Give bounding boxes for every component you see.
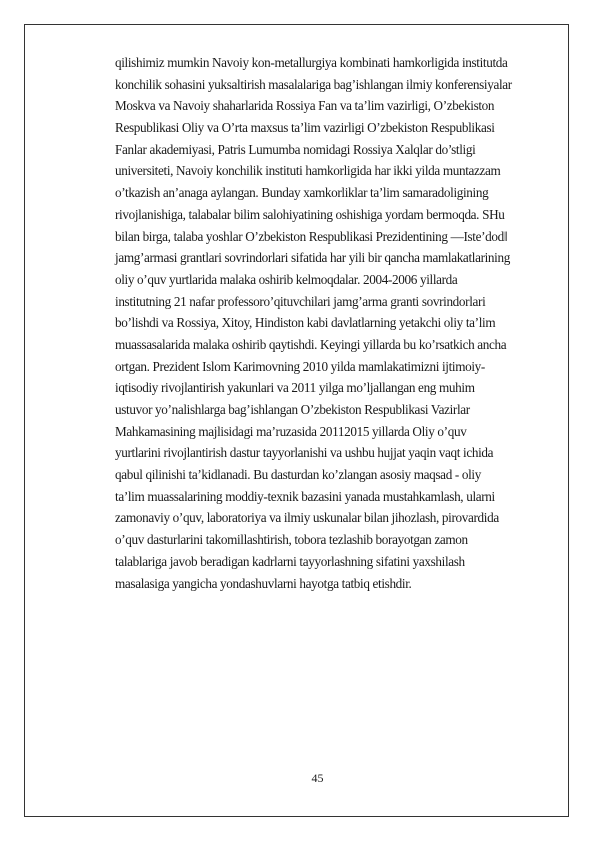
text-line: o’tkazish an’anaga aylangan. Bunday xamkorliklar ta’lim samaradoligining [115,185,489,201]
text-line: zamonaviy o’quv, laboratoriya va ilmiy uskunalar bilan jihozlash, pirovardida [115,510,499,526]
text-line: yurtlarini rivojlantirish dastur tayyorlanishi va ushbu hujjat yaqin vaqt ichida [115,445,494,461]
text-line: universiteti, Navoiy konchilik instituti hamkorligida har ikki yilda muntazzam [115,163,501,179]
text-line: Fanlar akademiyasi, Patris Lumumba nomidagi Rossiya Xalqlar do’stligi [115,141,476,157]
text-line: qilishimiz mumkin Navoiy kon-metallurgiya kombinati hamkorligida institutda [115,55,508,70]
text-line: bilan birga, talaba yoshlar O’zbekiston Respublikasi Prezidentining ―Iste’dod‖ [115,228,508,244]
text-line: ustuvor yo’nalishlarga bag’ishlangan O’zbekiston Respublikasi Vazirlar [115,402,470,417]
body-text [115,52,575,594]
text-line: jamg’armasi grantlari sovrindorlari sifatida har yili bir qancha mamlakatlarining [115,250,510,266]
page-number: 45 [311,771,324,785]
text-line: muassasalarida malaka oshirib qaytishdi. Keyingi yillarda bu ko’rsatkich ancha [115,336,507,352]
text-line: iqtisodiy rivojlantirish yakunlari va 2011 yilga mo’ljallangan eng muhim [115,380,475,396]
text-line: rivojlanishiga, talabalar bilim salohiyatining oshishiga yordam bermoqda. SHu [115,206,505,222]
text-line: masalasiga yangicha yondashuvlarni hayotga tatbiq etishdir. [115,575,412,591]
text-line: Respublikasi Oliy va O’rta maxsus ta’lim vazirligi O’zbekiston Respublikasi [115,120,495,136]
text-line: ortgan. Prezident Islom Karimovning 2010 yilda mamlakatimizni ijtimoiy- [115,358,485,374]
text-line: Mahkamasining majlisidagi ma’ruzasida 20112015 yillarda Oliy o’quv [115,423,467,439]
text-line: talablariga javob beradigan kadrlarni tayyorlashning sifatini yaxshilash [115,553,465,569]
text-line: konchilik sohasini yuksaltirish masalalariga bag’ishlangan ilmiy konferensiyalar [115,76,512,92]
text-line: institutning 21 nafar professoro’qituvchilari jamg’arma granti sovrindorlari [115,293,486,309]
text-line: o’quv dasturlarini takomillashtirish, tobora tezlashib borayotgan zamon [115,532,468,548]
text-line: Moskva va Navoiy shaharlarida Rossiya Fan va ta’lim vazirligi, O’zbekiston [115,98,495,114]
text-line: qabul qilinishi ta’kidlanadi. Bu dasturdan ko’zlangan asosiy maqsad - oliy [115,467,481,483]
text-line: oliy o’quv yurtlarida malaka oshirib kelmoqdalar. 2004-2006 yillarda [115,271,458,287]
text-line: ta’lim muassalarining moddiy-texnik bazasini yanada mustahkamlash, ularni [115,488,495,504]
text-line: bo’lishdi va Rossiya, Xitoy, Hindiston kabi davlatlarning yetakchi oliy ta’lim [115,315,496,331]
